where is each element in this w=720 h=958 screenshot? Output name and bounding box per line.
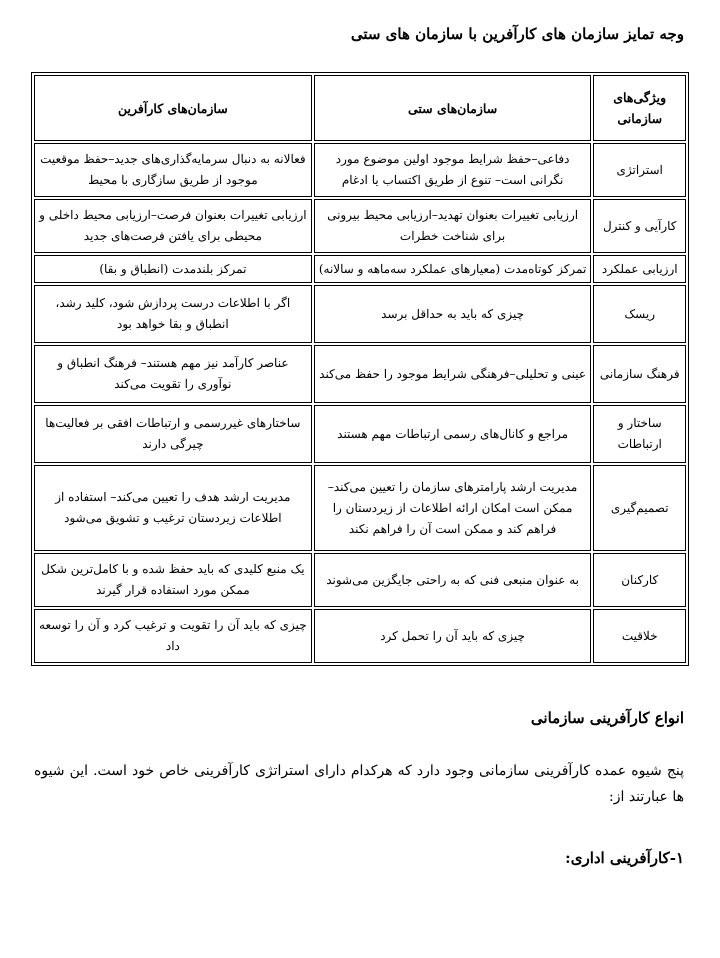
row-feature: خلاقیت: [593, 609, 686, 663]
header-feature: ویژگی‌های سازمانی: [593, 75, 686, 141]
row-entrepreneurial: چیزی که باید آن را تقویت و ترغیب کرد و آن را توسعه داد: [34, 609, 312, 663]
table-row: [34, 285, 686, 343]
body-paragraph: پنج شیوه عمده کارآفرینی سازمانی وجود دارد که هرکدام دارای استراتژی کارآفرینی خاص خود است. این شیوه ها عبارتند از:: [34, 763, 684, 805]
section-title: انواع کارآفرینی سازمانی: [530, 709, 684, 727]
row-feature: ریسک: [593, 285, 686, 343]
row-traditional: مراجع و کانال‌های رسمی ارتباطات مهم هستند: [314, 405, 592, 463]
row-feature: تصمیم‌گیری: [593, 465, 686, 551]
row-traditional: چیزی که باید به حداقل برسد: [314, 285, 592, 343]
row-traditional: دفاعی–حفظ شرایط موجود اولین موضوع مورد نگرانی است– تنوع از طریق اکتساب یا ادغام: [314, 143, 592, 197]
row-entrepreneurial: ارزیابی تغییرات بعنوان فرصت–ارزیابی محیط داخلی و محیطی برای یافتن فرصت‌های جدید: [34, 199, 312, 253]
row-entrepreneurial: عناصر کارآمد نیز مهم هستند– فرهنگ انطباق و نوآوری را تقویت می‌کند: [34, 345, 312, 403]
table-row: [34, 553, 686, 607]
table-row: [34, 405, 686, 463]
row-traditional: مدیریت ارشد پارامترهای سازمان را تعیین می‌کند– ممکن است امکان ارائه اطلاعات از زیردستان را فراهم کند و ممکن است آن را فراهم نکند: [314, 465, 592, 551]
table-row: [34, 199, 686, 253]
row-traditional: ارزیابی تغییرات بعنوان تهدید–ارزیابی محیط بیرونی برای شناخت خطرات: [314, 199, 592, 253]
row-entrepreneurial: یک منبع کلیدی که باید حفظ شده و با کامل‌ترین شکل ممکن مورد استفاده قرار گیرند: [34, 553, 312, 607]
row-feature: استراتژی: [593, 143, 686, 197]
row-feature: کارآیی و کنترل: [593, 199, 686, 253]
row-traditional: تمرکز کوتاه‌مدت (معیارهای عملکرد سه‌ماهه و سالانه): [314, 255, 592, 283]
row-entrepreneurial: اگر با اطلاعات درست پردازش شود، کلید رشد، انطباق و بقا خواهد بود: [34, 285, 312, 343]
row-feature: ساختار و ارتباطات: [593, 405, 686, 463]
subsection-title: ۱-کارآفرینی اداری:: [565, 849, 684, 867]
table-row: [34, 255, 686, 283]
table-row: [34, 143, 686, 197]
table-row: [34, 465, 686, 551]
row-entrepreneurial: مدیریت ارشد هدف را تعیین می‌کند– استفاده از اطلاعات زیردستان ترغیب و تشویق می‌شود: [34, 465, 312, 551]
header-entrepreneurial: سازمان‌های کارآفرین: [34, 75, 312, 141]
row-entrepreneurial: تمرکز بلندمدت (انطباق و بقا): [34, 255, 312, 283]
row-traditional: چیزی که باید آن را تحمل کرد: [314, 609, 592, 663]
row-feature: فرهنگ سازمانی: [593, 345, 686, 403]
table-row: [34, 609, 686, 663]
page-title: وجه تمایز سازمان های کارآفرین با سازمان های ستی: [350, 25, 684, 43]
row-traditional: به عنوان منبعی فنی که به راحتی جایگزین می‌شوند: [314, 553, 592, 607]
row-feature: ارزیابی عملکرد: [593, 255, 686, 283]
row-entrepreneurial: ساختارهای غیررسمی و ارتباطات افقی بر فعالیت‌ها چیرگی دارند: [34, 405, 312, 463]
table-row: [34, 345, 686, 403]
row-feature: کارکنان: [593, 553, 686, 607]
row-entrepreneurial: فعالانه به دنبال سرمایه‌گذاری‌های جدید–حفظ موقعیت موجود از طریق سازگاری با محیط: [34, 143, 312, 197]
table-header-row: [34, 75, 686, 141]
comparison-table: [31, 72, 689, 666]
header-traditional: سازمان‌های ستی: [314, 75, 592, 141]
row-traditional: عینی و تحلیلی–فرهنگی شرایط موجود را حفظ می‌کند: [314, 345, 592, 403]
